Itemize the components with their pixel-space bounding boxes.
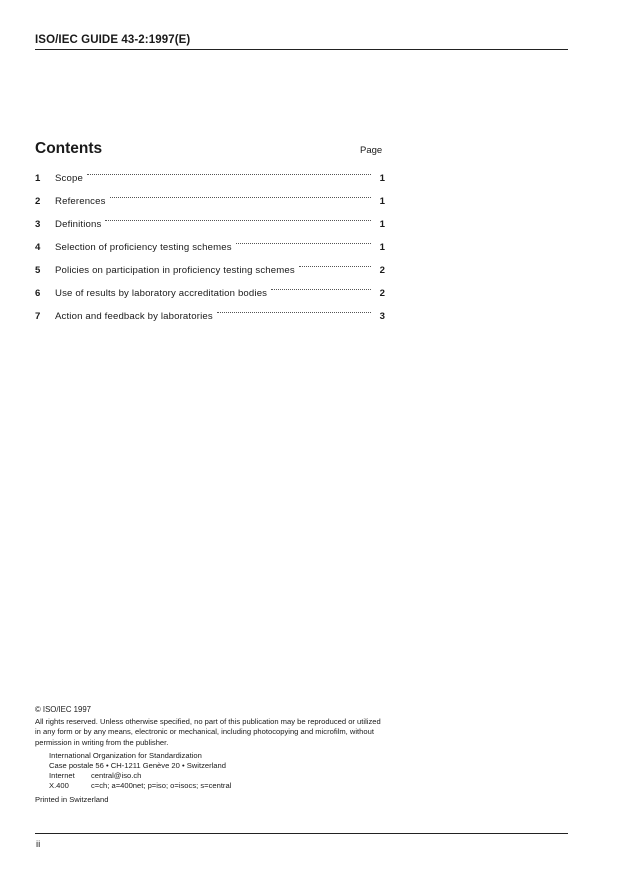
dot-leader [299, 265, 371, 267]
toc-entry[interactable] [35, 219, 385, 242]
document-header-title: ISO/IEC GUIDE 43-2:1997(E) [35, 34, 191, 46]
x400-label: X.400 [49, 781, 69, 791]
rights-statement: All rights reserved. Unless otherwise specified, no part of this publication may be reproduced or utilized in any form or by any means, electronic or mechanical, including photocopying and microfilm, without permission in writing from the publisher. [35, 717, 381, 747]
toc-entry-page: 1 [379, 173, 385, 184]
postal-address: Case postale 56 • CH-1211 Genève 20 • Switzerland [49, 761, 226, 771]
toc-entry-number: 2 [35, 196, 41, 207]
printed-in: Printed in Switzerland [35, 794, 109, 804]
organization-name: International Organization for Standardization [49, 750, 202, 760]
toc-entry-page: 1 [379, 219, 385, 230]
dot-leader [217, 311, 371, 313]
contents-heading: Contents [35, 140, 103, 157]
dot-leader [271, 288, 371, 290]
x400-row [49, 781, 385, 791]
dot-leader [110, 196, 371, 198]
internet-row [49, 771, 385, 781]
x400-address: c=ch; a=400net; p=iso; o=isocs; s=central [91, 781, 232, 791]
dot-leader [105, 219, 371, 221]
toc-entry-page: 1 [379, 242, 385, 253]
toc-entry-number: 1 [35, 173, 41, 184]
toc-entry[interactable] [35, 173, 385, 196]
toc-entry-title[interactable]: Scope [55, 173, 83, 184]
toc-entry-number: 4 [35, 242, 41, 253]
copyright-notice: © ISO/IEC 1997 [35, 705, 92, 714]
toc-entry-title[interactable]: Definitions [55, 219, 102, 230]
toc-entry-title[interactable]: References [55, 196, 106, 207]
dot-leader [236, 242, 371, 244]
internet-address[interactable]: central@iso.ch [91, 771, 142, 781]
toc-entry-page: 1 [379, 196, 385, 207]
dot-leader [87, 173, 371, 175]
toc-entry[interactable] [35, 265, 385, 288]
publisher-address [35, 751, 385, 792]
toc-entry-title[interactable]: Action and feedback by laboratories [55, 311, 213, 322]
toc-entry[interactable] [35, 288, 385, 311]
header-divider [35, 49, 568, 50]
toc-entry-number: 3 [35, 219, 41, 230]
page-number: ii [36, 839, 41, 850]
toc-entry[interactable] [35, 196, 385, 219]
toc-entry-page: 3 [379, 311, 385, 322]
toc-entry-number: 6 [35, 288, 41, 299]
footer-divider [35, 833, 568, 834]
toc-entry-page: 2 [379, 288, 385, 299]
toc-entry-number: 7 [35, 311, 41, 322]
toc-entry[interactable] [35, 311, 385, 334]
internet-label: Internet [49, 771, 75, 781]
toc-entry-title[interactable]: Policies on participation in proficiency testing schemes [55, 265, 295, 276]
toc-entry-number: 5 [35, 265, 41, 276]
table-of-contents [35, 173, 385, 334]
toc-entry-page: 2 [379, 265, 385, 276]
copyright-block [35, 705, 385, 805]
toc-entry-title[interactable]: Use of results by laboratory accreditation bodies [55, 288, 268, 299]
toc-entry[interactable] [35, 242, 385, 265]
page-column-label: Page [360, 145, 383, 156]
toc-entry-title[interactable]: Selection of proficiency testing schemes [55, 242, 232, 253]
